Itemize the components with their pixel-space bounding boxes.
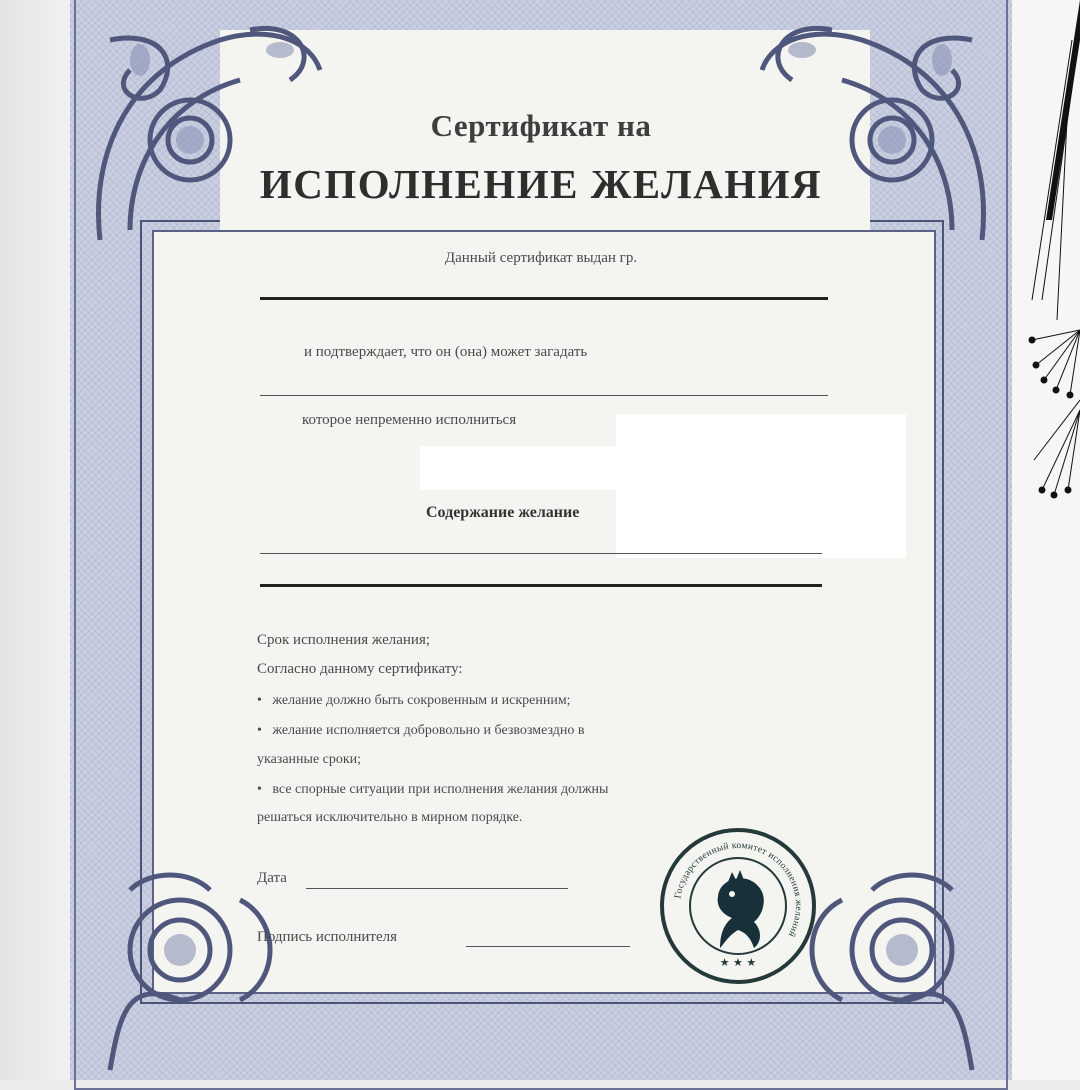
bullet-1: • желание должно быть сокровенным и искренним; bbox=[257, 693, 571, 708]
certificate bbox=[70, 0, 1012, 1080]
wish-content-label: Содержание желание bbox=[426, 504, 580, 521]
bullet-2: • желание исполняется добровольно и безвозмездно в bbox=[257, 723, 585, 738]
goldfish-seal-icon bbox=[658, 826, 818, 986]
whiteout-patch-left bbox=[420, 446, 616, 490]
wish-content-line-2[interactable] bbox=[260, 584, 822, 587]
branch-drawing-icon bbox=[1012, 0, 1080, 520]
ornament-bottom-right-icon bbox=[792, 860, 992, 1080]
title-line2: ИСПОЛНЕНИЕ ЖЕЛАНИЯ bbox=[259, 161, 823, 207]
bullet-2-cont: указанные сроки; bbox=[257, 752, 362, 767]
background-left bbox=[0, 0, 70, 1080]
bullet-3: • все спорные ситуации при исполнения желания должны bbox=[257, 782, 609, 797]
seal-stars: ★ ★ ★ bbox=[719, 956, 757, 969]
bullet-3-cont: решаться исключительно в мирном порядке. bbox=[257, 810, 523, 825]
fulfilled-label: которое непременно исполниться bbox=[302, 412, 517, 428]
whiteout-patch-right bbox=[616, 414, 906, 558]
date-line[interactable] bbox=[306, 888, 568, 889]
recipient-line[interactable] bbox=[260, 297, 828, 300]
wish-line[interactable] bbox=[260, 395, 828, 396]
issued-to-label: Данный сертификат выдан гр. bbox=[444, 250, 638, 266]
seal-text: Государственный комитет исполнения желаний bbox=[673, 840, 804, 939]
ornament-bottom-left-icon bbox=[90, 860, 290, 1080]
according-label: Согласно данному сертификату: bbox=[257, 661, 463, 677]
wish-content-line-1[interactable] bbox=[260, 553, 822, 554]
term-label: Срок исполнения желания; bbox=[257, 632, 431, 648]
confirms-label: и подтверждает, что он (она) может загадать bbox=[304, 344, 588, 360]
signature-line[interactable] bbox=[466, 946, 630, 947]
signature-label: Подпись исполнителя bbox=[257, 929, 397, 945]
title-line1: Сертификат на bbox=[430, 108, 652, 143]
date-label: Дата bbox=[257, 870, 287, 886]
